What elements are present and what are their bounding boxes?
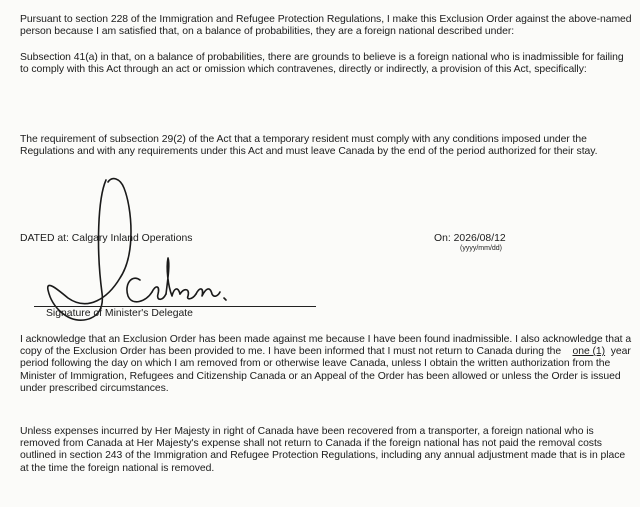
date-format-hint: (yyyy/mm/dd)	[460, 245, 502, 252]
signature-caption: Signature of Minister's Delegate	[46, 308, 193, 319]
dated-location: Calgary Inland Operations	[71, 233, 193, 244]
order-paragraph-requirement: The requirement of subsection 29(2) of the Act that a temporary resident must comply with any conditions imposed under the Regulations and with any requirements under this Act and must leave Canada by the end of the period authorized for their stay.	[20, 134, 598, 158]
exclusion-period: one (1)	[572, 346, 606, 358]
on-label: On:	[434, 233, 451, 244]
order-paragraph-subsection: Subsection 41(a) in that, on a balance of probabilities, there are grounds to believe is a foreign national who is inadmissible for failing to comply with this Act through an act or omission which contravenes, directly or indirectly, a provision of this Act, specifically:	[20, 52, 624, 76]
order-date: 2026/08/12	[453, 233, 506, 244]
order-paragraph-authority: Pursuant to section 228 of the Immigration and Refugee Protection Regulations, I make this Exclusion Order against the above-named person because I am satisfied that, on a balance of probabilities, they are a foreign national described under:	[20, 14, 632, 38]
order-date-line	[434, 233, 506, 244]
dated-label: DATED at:	[20, 233, 69, 244]
expenses-paragraph: Unless expenses incurred by Her Majesty in right of Canada have been recovered from a transporter, a foreign national who is removed from Canada at Her Majesty's expense shall not return to Canada if the foreign national has not paid the removal costs outlined in section 243 of the Immigration and Refugee Protection Regulations, including any annual adjustment made that is in place at the time the foreign national is removed.	[20, 426, 626, 474]
handwritten-signature	[28, 168, 268, 328]
acknowledgement-text-after: year period following the day on which I am removed from or otherwise leave Canada, unless I obtain the written authorization from the Minister of Immigration, Refugees and Citizenship Canada or an Appeal of the Order has been allowed or unless the Order is issued under prescribed circumstances.	[20, 346, 631, 394]
acknowledgement-text-before: I acknowledge that an Exclusion Order has been made against me because I have been found inadmissible. I also acknowledge that a copy of the Exclusion Order has been provided to me. I have been informed that I must not return to Canada during the	[20, 334, 632, 358]
acknowledgement-paragraph	[20, 334, 632, 395]
signature-line	[34, 306, 316, 307]
